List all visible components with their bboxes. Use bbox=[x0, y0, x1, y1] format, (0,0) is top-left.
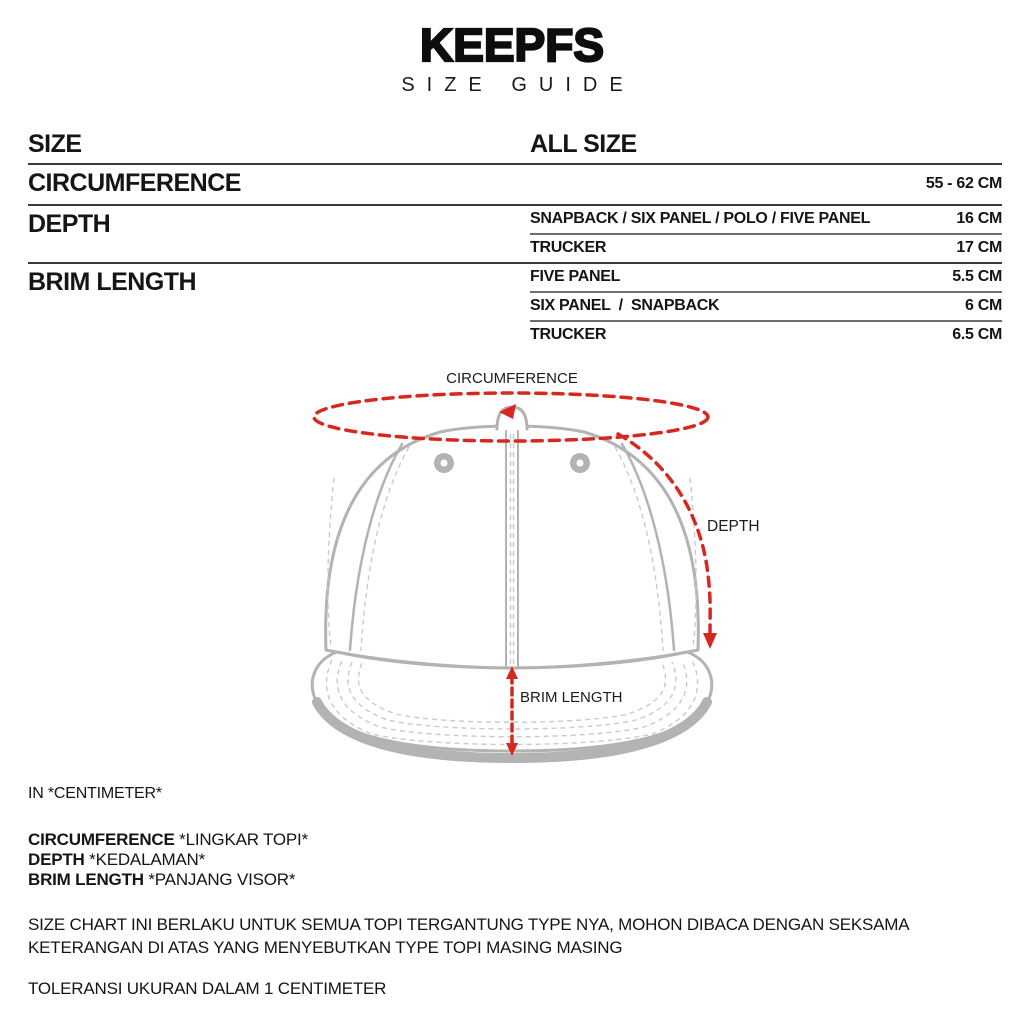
hat-type: TRUCKER bbox=[530, 239, 607, 256]
glossary-translation: *LINGKAR TOPI* bbox=[179, 830, 308, 849]
page-title: SIZE GUIDE bbox=[401, 74, 635, 96]
glossary-line bbox=[28, 870, 308, 890]
measurement-value: 5.5 CM bbox=[952, 268, 1002, 285]
table-row-depth bbox=[28, 206, 1002, 264]
glossary-term: DEPTH bbox=[28, 850, 85, 869]
disclaimer-line-1: SIZE CHART INI BERLAKU UNTUK SEMUA TOPI TERGANTUNG TYPE NYA, MOHON DIBACA DENGAN SEKSAMA bbox=[28, 915, 910, 934]
table-subrow bbox=[530, 235, 1002, 262]
glossary-term: CIRCUMFERENCE bbox=[28, 830, 175, 849]
cap-crown bbox=[326, 426, 699, 668]
depth-arrow-icon bbox=[703, 633, 717, 649]
glossary-line bbox=[28, 850, 308, 870]
brand-logo: KEEPFS bbox=[419, 19, 605, 71]
hat-type: SIX PANEL / SNAPBACK bbox=[530, 297, 720, 314]
measurement-value: 16 CM bbox=[956, 210, 1002, 227]
table-subrow bbox=[530, 293, 1002, 322]
eyelet-hole bbox=[441, 460, 448, 467]
hat-type: SNAPBACK / SIX PANEL / POLO / FIVE PANEL bbox=[530, 210, 871, 227]
table-row-circumference bbox=[28, 165, 1002, 206]
size-table bbox=[28, 126, 1002, 349]
table-header-row bbox=[28, 126, 1002, 165]
glossary-translation: *KEDALAMAN* bbox=[89, 850, 206, 869]
header bbox=[0, 19, 1024, 96]
eyelet-hole bbox=[577, 460, 584, 467]
row-label: CIRCUMFERENCE bbox=[28, 169, 241, 197]
hat-type: TRUCKER bbox=[530, 326, 607, 343]
brim-length-label: BRIM LENGTH bbox=[520, 689, 623, 706]
glossary-term: BRIM LENGTH bbox=[28, 870, 144, 889]
glossary-line bbox=[28, 830, 308, 850]
circumference-label: CIRCUMFERENCE bbox=[446, 370, 578, 387]
measurement-value: 55 - 62 CM bbox=[925, 175, 1002, 192]
table-subrow bbox=[530, 322, 1002, 349]
measurement-value: 17 CM bbox=[956, 239, 1002, 256]
measurement-value: 6 CM bbox=[964, 297, 1002, 314]
row-label: DEPTH bbox=[28, 210, 111, 238]
cap-diagram bbox=[0, 352, 1024, 786]
table-subrow bbox=[530, 264, 1002, 293]
unit-note: IN *CENTIMETER* bbox=[28, 785, 162, 802]
glossary-translation: *PANJANG VISOR* bbox=[148, 870, 296, 889]
glossary bbox=[28, 830, 308, 890]
disclaimer-line-2: KETERANGAN DI ATAS YANG MENYEBUTKAN TYPE TOPI MASING MASING bbox=[28, 938, 623, 957]
tolerance-note: TOLERANSI UKURAN DALAM 1 CENTIMETER bbox=[28, 979, 387, 998]
hat-type: FIVE PANEL bbox=[530, 268, 621, 285]
table-subrow bbox=[530, 206, 1002, 235]
table-row-brim-length bbox=[28, 264, 1002, 349]
depth-label: DEPTH bbox=[707, 518, 760, 535]
table-subrow bbox=[530, 165, 1002, 204]
row-label: BRIM LENGTH bbox=[28, 268, 197, 296]
cap-illustration bbox=[0, 352, 1024, 786]
size-header-label: SIZE bbox=[28, 130, 82, 158]
all-size-value: ALL SIZE bbox=[530, 130, 637, 158]
disclaimer-note bbox=[28, 913, 978, 959]
measurement-value: 6.5 CM bbox=[952, 326, 1002, 343]
